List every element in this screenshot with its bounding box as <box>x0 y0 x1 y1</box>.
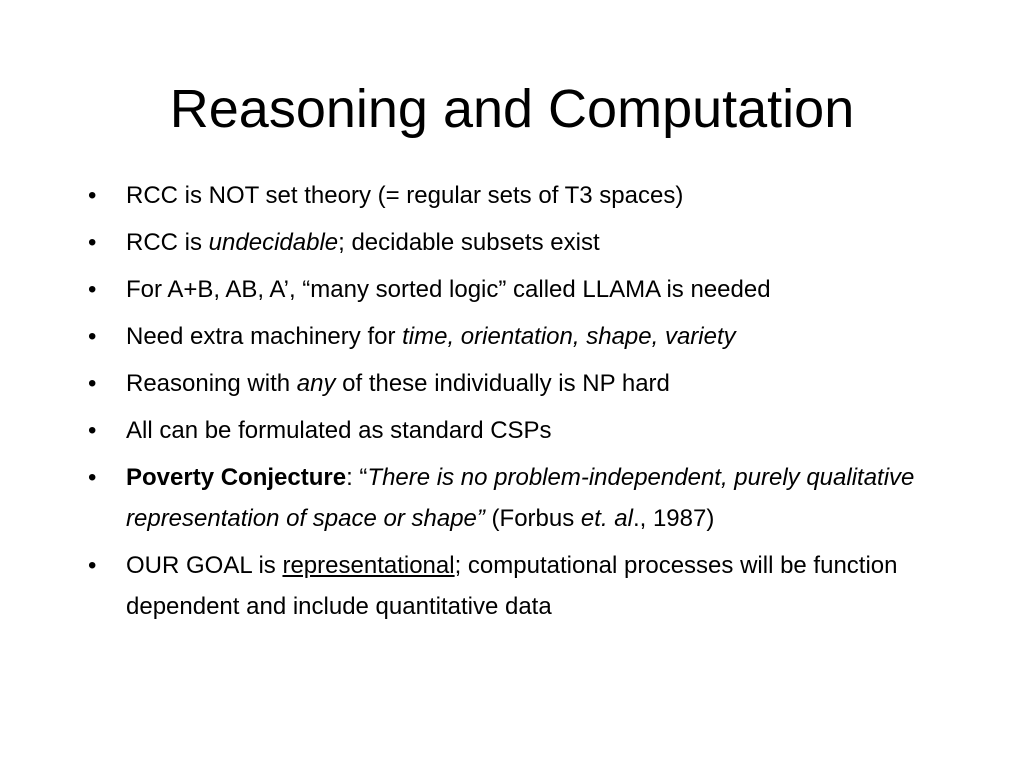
bullet-text: (Forbus <box>484 505 581 532</box>
bullet-text: ., 1987) <box>632 505 715 532</box>
bullet-text: Need extra machinery for <box>126 323 403 350</box>
bullet-item-4 <box>88 316 948 357</box>
bullet-text: OUR GOAL is <box>126 552 283 579</box>
bullet-item-3 <box>88 269 948 310</box>
bullet-text: of these individually is NP hard <box>335 370 670 397</box>
bullet-item-7 <box>88 457 948 539</box>
bullet-item-5 <box>88 363 948 404</box>
bullet-icon: • <box>88 552 97 579</box>
bullet-text: RCC is <box>126 229 209 256</box>
bullet-text: For A+B, AB, A’, “many sorted logic” called LLAMA is needed <box>126 276 771 303</box>
bullet-icon: • <box>88 417 97 444</box>
bullet-text: ; computational processes will be function dependent and include quantitative data <box>126 552 898 620</box>
bullet-item-2 <box>88 222 948 263</box>
bullet-list <box>88 175 948 633</box>
bullet-text: : “ <box>346 464 368 491</box>
bullet-icon: • <box>88 182 97 209</box>
bullet-text-italic: et. al <box>580 505 633 532</box>
bullet-icon: • <box>88 464 97 491</box>
bullet-icon: • <box>88 323 97 350</box>
bullet-text-italic: undecidable <box>208 229 339 256</box>
bullet-item-1 <box>88 175 948 216</box>
bullet-icon: • <box>88 370 97 397</box>
bullet-item-8 <box>88 545 948 627</box>
slide-title: Reasoning and Computation <box>169 79 855 139</box>
bullet-item-6 <box>88 410 948 451</box>
bullet-text: Reasoning with <box>126 370 297 397</box>
bullet-icon: • <box>88 276 97 303</box>
bullet-text-italic: time, orientation, shape, variety <box>402 323 736 350</box>
bullet-text: All can be formulated as standard CSPs <box>126 417 552 444</box>
bullet-text: ; decidable subsets exist <box>338 229 600 256</box>
bullet-text-underline: representational <box>282 552 455 579</box>
bullet-text-italic: any <box>296 370 336 397</box>
bullet-text-bold: Poverty Conjecture <box>126 464 347 491</box>
bullet-text: RCC is NOT set theory (= regular sets of T3 spaces) <box>126 182 684 209</box>
bullet-icon: • <box>88 229 97 256</box>
bullet-text-italic: There is no problem-independent, purely qualitative representation of space or shape” <box>126 464 915 532</box>
